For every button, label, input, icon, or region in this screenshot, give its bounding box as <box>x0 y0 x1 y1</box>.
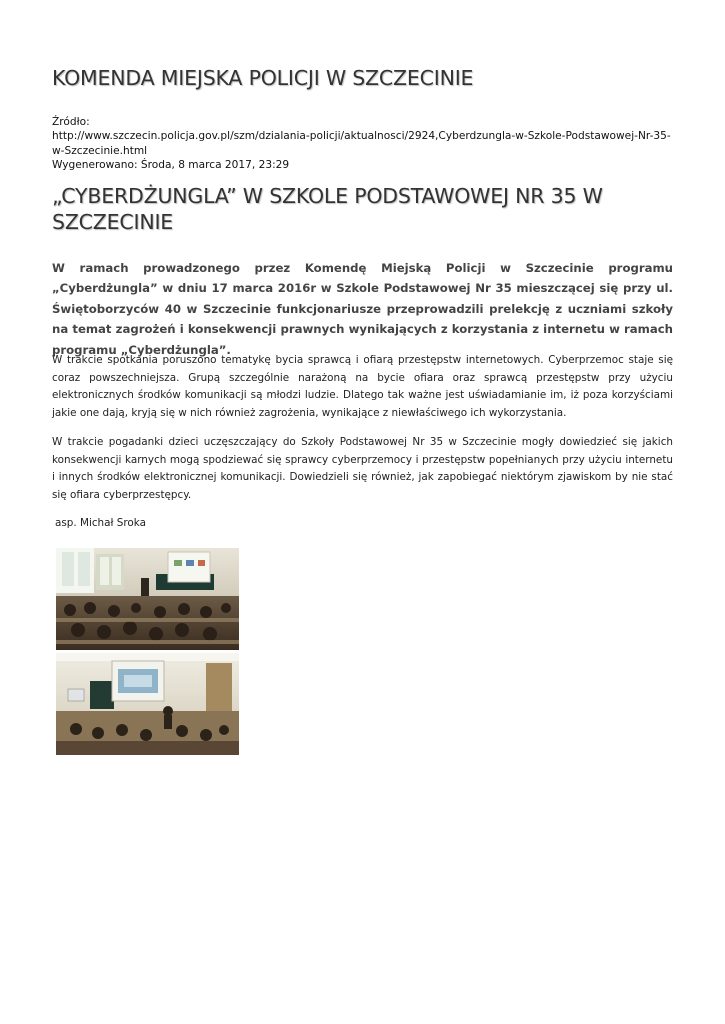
source-label: Źródło: <box>52 116 90 128</box>
site-title: KOMENDA MIEJSKA POLICJI W SZCZECINIE <box>52 66 474 90</box>
classroom-photo-2-image <box>56 653 239 755</box>
article-author: asp. Michał Sroka <box>55 517 146 529</box>
classroom-photo-2[interactable] <box>56 653 239 755</box>
article-paragraph-2: W trakcie pogadanki dzieci uczęszczający do Szkoły Podstawowej Nr 35 w Szczecinie mogły dowiedzieć się jakich konsekwencji karnych mogą spodziewać się sprawcy cyberprzemocy i przestępstw popełnianych przy użyciu internetu i innych środków elektronicznej komunikacji. Dowiedzieli się również, jak zapobiegać niektórym zjawiskom by nie stać się ofiara cyberprzestępcy. <box>52 436 673 501</box>
source-meta <box>52 115 673 173</box>
classroom-photo-1[interactable] <box>56 548 239 650</box>
generated-date: Wygenerowano: Środa, 8 marca 2017, 23:29 <box>52 159 290 172</box>
source-url[interactable]: http://www.szczecin.policja.gov.pl/szm/dzialania-policji/aktualnosci/2924,Cyberdzungla-w-Szkole-Podstawowej-Nr-35-w-Szczecinie.html <box>52 130 671 157</box>
classroom-photo-1-image <box>56 548 239 650</box>
article-paragraph-1: W trakcie spotkania poruszono tematykę bycia sprawcą i ofiarą przestępstw internetowych. Cyberprzemoc staje się coraz powszechniejsza. Grupą szczególnie narażoną na bycie ofiara oraz sprawcą przestępstw przy użyciu elektronicznych środków komunikacji są młodzi ludzie. Dlatego tak ważne jest uświadamianie im, iż poza korzyściami jakie one dają, kryją się w nich również zagrożenia, wynikające z niewłaściwego ich wykorzystania. <box>52 354 673 419</box>
article-title: „CYBERDŻUNGLA” W SZKOLE PODSTAWOWEJ NR 35 W SZCZECINIE <box>52 184 603 234</box>
article-lead: W ramach prowadzonego przez Komendę Miejską Policji w Szczecinie programu „Cyberdżungla” w dniu 17 marca 2016r w Szkole Podstawowej Nr 35 mieszczącej się przy ul. Świętoborzyców 40 w Szczecinie funkcjonariusze przeprowadzili prelekcję z uczniami szkoły na temat zagrożeń i konsekwencji prawnych wynikających z korzystania z internetu w ramach programu „Cyberdżungla”. <box>52 261 673 357</box>
